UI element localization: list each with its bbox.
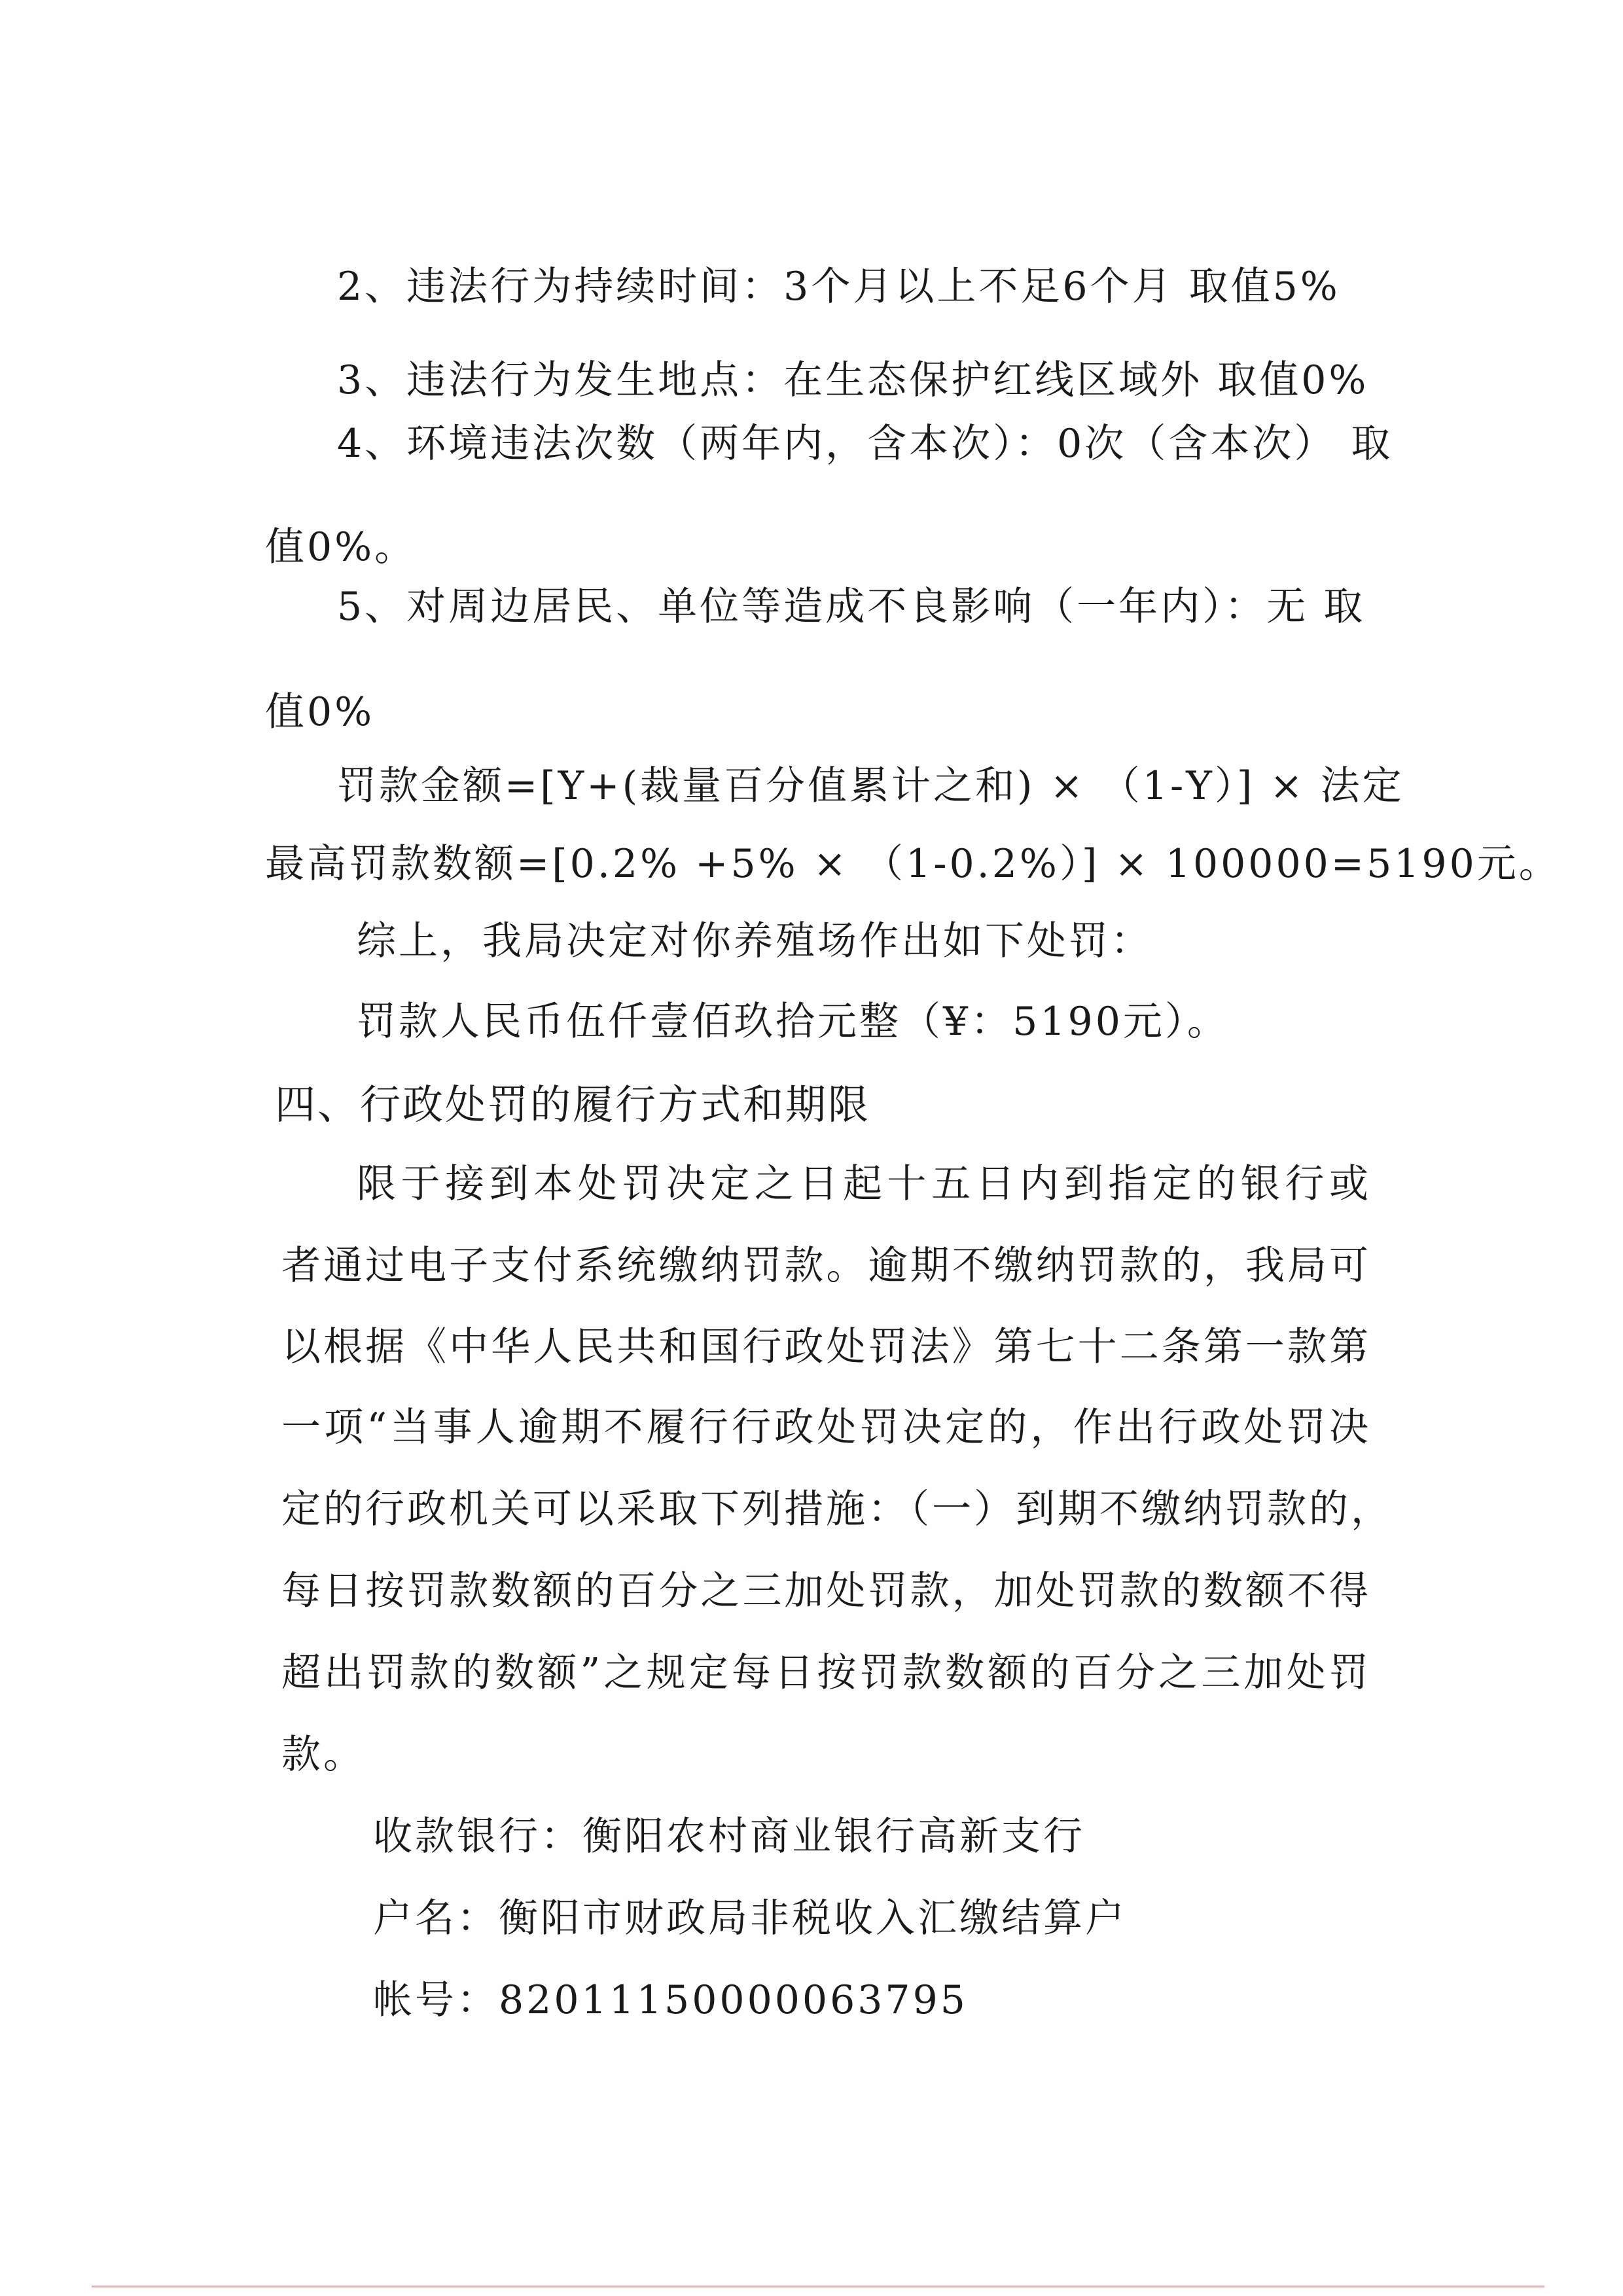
paragraph-line: 一项“当事人逾期不履行行政处罚决定的，作出行政处罚决 <box>281 1405 1371 1450</box>
paragraph-line: 限于接到本处罚决定之日起十五日内到指定的银行或 <box>357 1161 1371 1207</box>
paragraph-line: 定的行政机关可以采取下列措施：（一）到期不缴纳罚款的， <box>281 1486 1393 1532</box>
factor-item-5-line2: 值0% <box>265 689 375 735</box>
penalty-amount: 罚款人民币伍仟壹佰玖拾元整（¥：5190元）。 <box>357 999 1229 1045</box>
decision-intro: 综上，我局决定对你养殖场作出如下处罚： <box>357 918 1152 964</box>
factor-item-4-line2: 值0%。 <box>265 524 417 570</box>
section-heading: 四、行政处罚的履行方式和期限 <box>275 1081 871 1128</box>
factor-item-4-line1: 4、环境违法次数（两年内，含本次）：0次（含本次） 取 <box>337 421 1393 467</box>
factor-item-3: 3、违法行为发生地点：在生态保护红线区域外 取值0% <box>337 357 1369 403</box>
factor-item-2: 2、违法行为持续时间：3个月以上不足6个月 取值5% <box>337 264 1340 310</box>
paragraph-line: 超出罚款的数额”之规定每日按罚款数额的百分之三加处罚 <box>281 1650 1371 1696</box>
formula-line-2: 最高罚款数额=[0.2% +5% × （1-0.2%）] × 100000=5190元。 <box>265 841 1561 887</box>
factor-item-5-line1: 5、对周边居民、单位等造成不良影响（一年内）：无 取 <box>337 584 1366 630</box>
paragraph-line: 款。 <box>281 1732 365 1778</box>
payment-account-number: 帐号：82011150000063795 <box>373 1977 968 2023</box>
paragraph-line: 以根据《中华人民共和国行政处罚法》第七十二条第一款第 <box>281 1324 1371 1370</box>
paragraph-line: 者通过电子支付系统缴纳罚款。逾期不缴纳罚款的，我局可 <box>281 1243 1371 1289</box>
payment-account-name: 户名：衡阳市财政局非税收入汇缴结算户 <box>373 1895 1127 1941</box>
paragraph-line: 每日按罚款数额的百分之三加处罚款，加处罚款的数额不得 <box>281 1568 1371 1614</box>
formula-line-1: 罚款金额=[Y+(裁量百分值累计之和) × （1-Y）] × 法定 <box>337 763 1404 809</box>
payment-bank: 收款银行：衡阳农村商业银行高新支行 <box>373 1814 1085 1859</box>
page-bottom-edge <box>92 2286 1544 2287</box>
